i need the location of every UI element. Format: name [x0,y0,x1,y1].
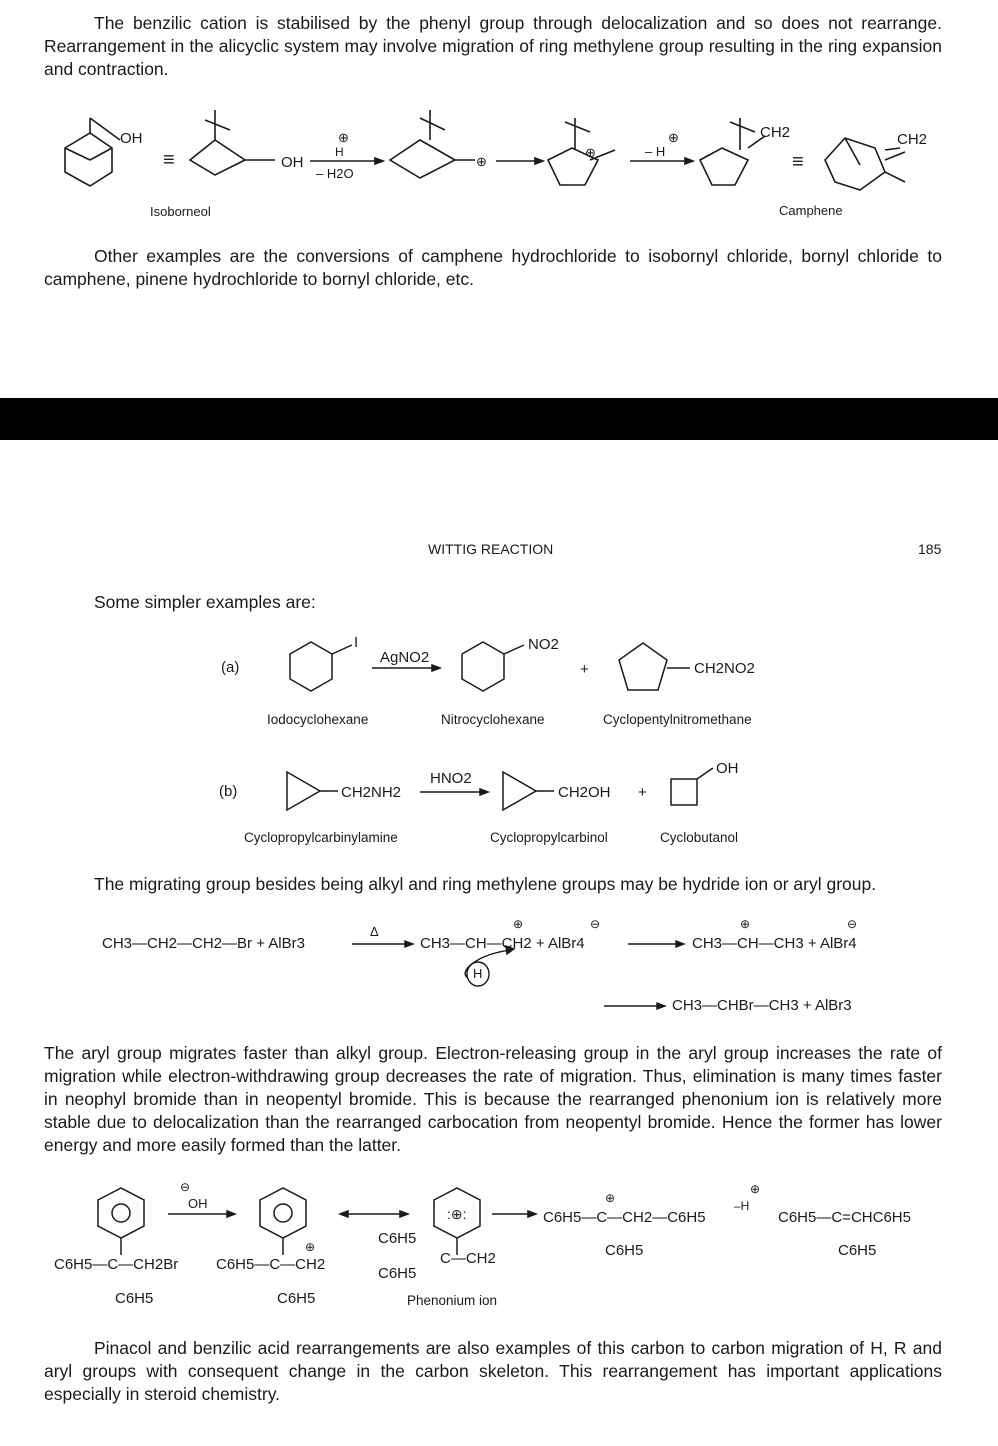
svg-text:≡: ≡ [163,149,175,171]
svg-text::⊕:: :⊕: [447,1206,467,1222]
plus-charge-5: ⊕ [750,1182,761,1196]
minus-h: –H [734,1199,750,1213]
svg-text:OH: OH [120,130,143,147]
minus-charge-3: ⊖ [180,1180,191,1194]
svg-text:⊕: ⊕ [476,154,487,169]
hydride-h: H [473,966,483,981]
oh-minus: OH [188,1196,208,1211]
plus-charge-3: ⊕ [305,1240,316,1254]
plus-charge-2: ⊕ [740,917,751,931]
hydride-product2: CH3—CHBr—CH3 + AlBr3 [672,997,852,1014]
reagent-agno2: AgNO2 [380,649,430,666]
ch2nh2-group: CH2NH2 [341,784,402,801]
ch2no2-group: CH2NO2 [694,660,755,677]
name-cyclopropylcarbinol: Cyclopropylcarbinol [490,830,608,845]
s1-sub: C6H5 [115,1290,154,1307]
delta-sign: Δ [370,924,379,939]
no2-group: NO2 [528,636,559,653]
oh-group: OH [716,760,739,777]
minus-charge-2: ⊖ [847,917,858,931]
paragraph-other-examples: Other examples are the conversions of camphene hydrochloride to isobornyl chloride, bornyl chloride to camphene, pinene hydrochloride to bornyl chloride, etc. [44,246,942,289]
label-a: (a) [221,659,240,676]
svg-text:≡: ≡ [792,151,804,173]
plus-sign: + [580,661,589,678]
name-nitrocyclohexane: Nitrocyclohexane [441,712,545,727]
ph-c: C—CH2 [440,1250,496,1267]
svg-text:CH2: CH2 [760,124,791,141]
s4-main: C6H5—C—CH2—C6H5 [543,1209,706,1226]
minus-charge: ⊖ [590,917,601,931]
label-b: (b) [219,783,238,800]
s2-sub: C6H5 [277,1290,316,1307]
name-cyclopentylnitromethane: Cyclopentylnitromethane [603,712,752,727]
s5-sub: C6H5 [838,1242,877,1259]
hydride-reactant: CH3—CH2—CH2—Br + AlBr3 [102,935,305,952]
s4-sub: C6H5 [605,1242,644,1259]
cyclohexane-ring [290,642,332,691]
ch2oh-group: CH2OH [558,784,611,801]
ph-top: C6H5 [378,1230,417,1247]
svg-text:⊕: ⊕ [668,130,679,145]
s5-main: C6H5—C=CHC6H5 [778,1209,911,1226]
svg-text:Camphene: Camphene [779,203,843,218]
svg-text:– H: – H [645,144,666,159]
reagent-hno2: HNO2 [430,770,472,787]
aryl-paragraph: The aryl group migrates faster than alkyl group. Electron-releasing group in the aryl group increases the rate of migration while electron-withdrawing group decreases the rate of migration. Thus, elimination is many times faster in neophyl bromide than in neopentyl bromide. This is because the rearranged phenonium ion is relatively more stable due to delocalization than the rearranged carbocation from neopentyl bromide. Hence the former has lower energy and more easily formed than the latter. [44,1043,942,1155]
hydride-product1: CH3—CH—CH3 + AlBr4 [692,935,857,952]
svg-text:OH: OH [281,154,304,171]
page-number: 185 [918,541,942,557]
intro-text: Some simpler examples are: [94,592,316,612]
svg-text:Isoborneol: Isoborneol [150,204,211,219]
neophyl-bromide: C6H5—C—CH2Br [54,1256,179,1273]
name-iodocyclohexane: Iodocyclohexane [267,712,369,727]
plus-sign-b: + [638,784,647,801]
svg-text:⊕: ⊕ [585,145,596,160]
svg-text:– H2O: – H2O [316,166,354,181]
paragraph-benzilic: The benzilic cation is stabilised by the phenyl group through delocalization and so does not rearrange. Rearrangement in the alicyclic system may involve migration of ring methylene group resulting in the ring expansion and contraction. [44,13,942,79]
svg-text:H: H [335,145,344,159]
svg-text:⊕: ⊕ [338,130,349,145]
name-cyclobutanol: Cyclobutanol [660,830,739,845]
phenonium-label: Phenonium ion [407,1293,498,1308]
iodo-atom: I [354,634,359,651]
name-cyclopropylcarbinylamine: Cyclopropylcarbinylamine [244,830,398,845]
migrating-text: The migrating group besides being alkyl and ring methylene groups may be hydride ion or aryl group. [94,874,877,894]
carbocation: C6H5—C—CH2 [216,1256,326,1273]
ph-bottom: C6H5 [378,1265,417,1282]
svg-text:CH2: CH2 [897,131,928,148]
plus-charge: ⊕ [513,917,524,931]
final-paragraph: Pinacol and benzilic acid rearrangements are also examples of this carbon to carbon migration of H, R and aryl groups with consequent change in the carbon skeleton. This rearrangement has important applications especially in steroid chemistry. [44,1338,942,1404]
running-header: WITTIG REACTION [428,541,554,557]
plus-charge-4: ⊕ [605,1191,616,1205]
hydride-intermediate: CH3—CH—CH2 + AlBr4 [420,935,585,952]
